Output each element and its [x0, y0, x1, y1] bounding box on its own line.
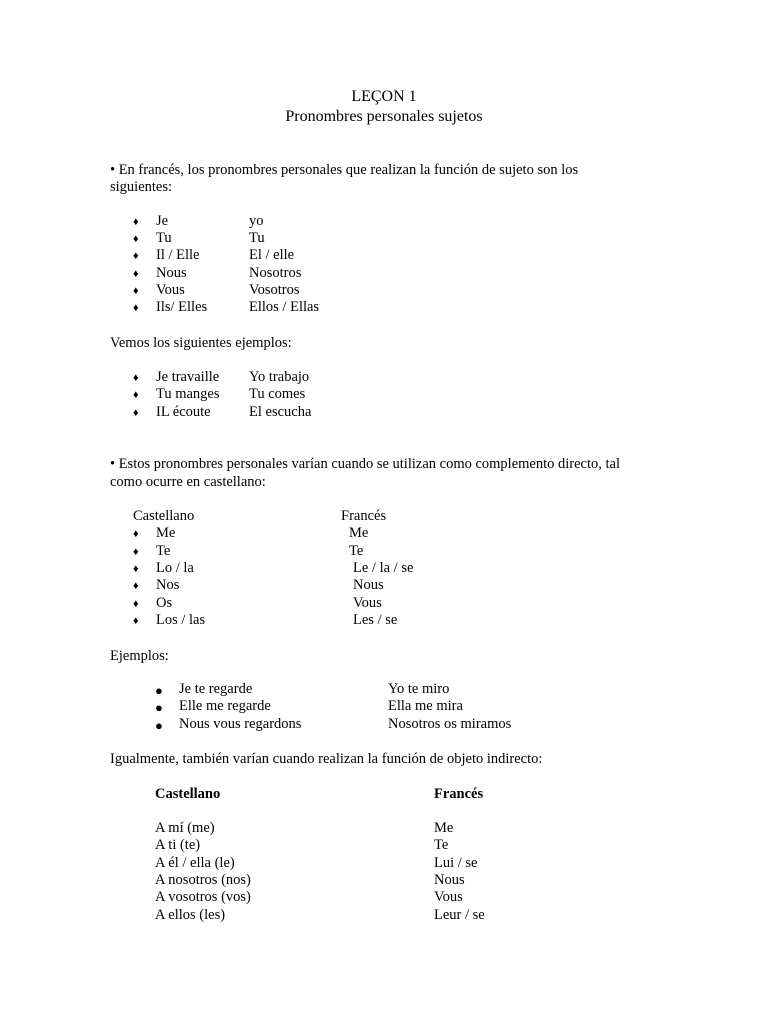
list-item-es: El escucha	[249, 404, 312, 420]
list-item-es: Nos	[156, 577, 180, 593]
diamond-bullet-icon: ♦	[133, 216, 139, 228]
table-cell-es: A ti (te)	[155, 837, 201, 853]
list-item-fr: Me	[349, 525, 369, 541]
table-cell-es: A vosotros (vos)	[155, 889, 251, 905]
list-item-fr: IL écoute	[156, 404, 211, 420]
table-cell-fr: Leur / se	[434, 907, 485, 923]
list-item-fr: Nous vous regardons	[179, 716, 302, 732]
column-header-castellano: Castellano	[133, 508, 195, 524]
section1-intro-line1: • En francés, los pronombres personales que realizan la función de sujeto son los	[110, 162, 579, 178]
table-cell-es: A ellos (les)	[155, 907, 226, 923]
examples1-intro: Vemos los siguientes ejemplos:	[110, 335, 292, 351]
list-item-es: Tu	[249, 230, 265, 246]
list-item-es: Ella me mira	[388, 698, 463, 714]
list-item-fr: Nous	[353, 577, 384, 593]
list-item-fr: Je	[156, 213, 169, 229]
column-header-castellano: Castellano	[155, 786, 221, 802]
list-item-es: Te	[156, 543, 171, 559]
list-item-fr: Tu	[156, 230, 172, 246]
list-item-es: Me	[156, 525, 176, 541]
diamond-bullet-icon: ♦	[133, 598, 139, 610]
list-item-fr: Je te regarde	[179, 681, 253, 697]
table-cell-fr: Vous	[434, 889, 463, 905]
examples2-intro: Ejemplos:	[110, 648, 169, 664]
lesson-subtitle: Pronombres personales sujetos	[285, 108, 483, 125]
list-item-fr: Tu manges	[156, 386, 220, 402]
lesson-title: LEÇON 1	[351, 88, 417, 105]
column-header-frances: Francés	[341, 508, 387, 524]
list-item-es: Los / las	[156, 612, 206, 628]
table-cell-es: A mí (me)	[155, 820, 215, 836]
table-cell-es: A nosotros (nos)	[155, 872, 251, 888]
section3-intro: Igualmente, también varían cuando realizan la función de objeto indirecto:	[110, 751, 543, 767]
table-cell-es: A él / ella (le)	[155, 855, 235, 871]
list-item-es: Ellos / Ellas	[249, 299, 320, 315]
list-item-es: Lo / la	[156, 560, 194, 576]
table-cell-fr: Me	[434, 820, 454, 836]
list-item-fr: Vous	[156, 282, 185, 298]
list-item-es: El / elle	[249, 247, 295, 263]
diamond-bullet-icon: ♦	[133, 372, 139, 384]
list-item-es: Tu comes	[249, 386, 306, 402]
list-item-fr: Je travaille	[156, 369, 220, 385]
column-header-frances: Francés	[434, 786, 484, 802]
list-item-fr: Vous	[353, 595, 382, 611]
round-bullet-icon: ●	[155, 718, 163, 733]
diamond-bullet-icon: ♦	[133, 250, 139, 262]
list-item-es: Os	[156, 595, 173, 611]
diamond-bullet-icon: ♦	[133, 563, 139, 575]
table-cell-fr: Lui / se	[434, 855, 478, 871]
list-item-es: Nosotros	[249, 265, 302, 281]
table-cell-fr: Te	[434, 837, 449, 853]
list-item-es: Vosotros	[249, 282, 300, 298]
diamond-bullet-icon: ♦	[133, 615, 139, 627]
list-item-fr: Ils/ Elles	[156, 299, 208, 315]
list-item-fr: Nous	[156, 265, 187, 281]
diamond-bullet-icon: ♦	[133, 528, 139, 540]
list-item-fr: Le / la / se	[353, 560, 414, 576]
list-item-fr: Elle me regarde	[179, 698, 271, 714]
diamond-bullet-icon: ♦	[133, 302, 139, 314]
section2-intro-line1: • Estos pronombres personales varían cuando se utilizan como complemento directo, tal	[110, 456, 621, 472]
diamond-bullet-icon: ♦	[133, 580, 139, 592]
diamond-bullet-icon: ♦	[133, 407, 139, 419]
list-item-fr: Il / Elle	[156, 247, 200, 263]
round-bullet-icon: ●	[155, 700, 163, 715]
section2-intro-line2: como ocurre en castellano:	[110, 474, 266, 490]
list-item-fr: Te	[349, 543, 364, 559]
diamond-bullet-icon: ♦	[133, 268, 139, 280]
list-item-es: Yo trabajo	[249, 369, 310, 385]
list-item-es: Nosotros os miramos	[388, 716, 512, 732]
list-item-fr: Les / se	[353, 612, 398, 628]
list-item-es: Yo te miro	[388, 681, 450, 697]
table-cell-fr: Nous	[434, 872, 465, 888]
diamond-bullet-icon: ♦	[133, 233, 139, 245]
diamond-bullet-icon: ♦	[133, 285, 139, 297]
diamond-bullet-icon: ♦	[133, 389, 139, 401]
diamond-bullet-icon: ♦	[133, 546, 139, 558]
section1-intro-line2: siguientes:	[110, 179, 173, 195]
round-bullet-icon: ●	[155, 683, 163, 698]
list-item-es: yo	[249, 213, 264, 229]
